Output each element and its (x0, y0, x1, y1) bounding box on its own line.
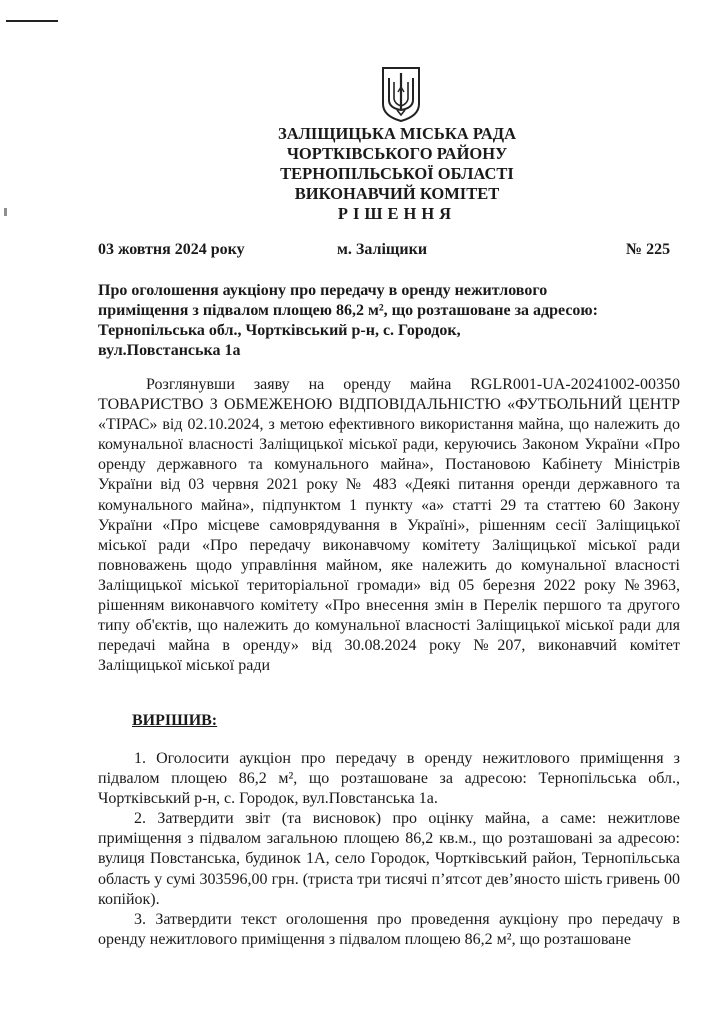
title-line: приміщення з підвалом площею 86,2 м², що розташоване за адресою: (98, 302, 598, 319)
resolution-item-1: 1. Оголосити аукціон про передачу в оренду нежитлового приміщення з підвалом площею 86,2 м², що розташоване за адресою: Тернопільська обл., Чортківський р-н, с. Городок, вул.Повстанська 1а. (98, 750, 680, 808)
resolution-item-3: 3. Затвердити текст оголошення про проведення аукціону про передачу в оренду нежитлового приміщення з підвалом площею 86,2 м², що розташоване (98, 910, 680, 948)
trident-emblem-icon (381, 66, 421, 122)
council-name: ЗАЛІЩИЦЬКА МІСЬКА РАДА (277, 124, 517, 143)
decision-number: № 225 (626, 241, 671, 258)
decision-date: 03 жовтня 2024 року (98, 241, 245, 258)
region-name: ТЕРНОПІЛЬСЬКОЇ ОБЛАСТІ (280, 164, 514, 183)
document-header (0, 124, 724, 224)
decision-place: м. Заліщики (337, 241, 428, 258)
preamble-section (98, 375, 680, 676)
district-name: ЧОРТКІВСЬКОГО РАЙОНУ (286, 144, 508, 163)
scan-edge-mark (6, 20, 58, 22)
title-line: Про оголошення аукціону про передачу в оренду нежитлового (98, 282, 548, 299)
title-line: вул.Повстанська 1а (98, 342, 241, 359)
document-type: РІШЕННЯ (337, 204, 457, 223)
resolve-heading: ВИРІШИВ: (132, 712, 218, 729)
decision-title (98, 281, 658, 361)
resolution-items (98, 749, 680, 950)
resolution-item-2: 2. Затвердити звіт (та висновок) про оцінку майна, а саме: нежитлове приміщення з підвалом загальною площею 86,2 кв.м., що розташовані за адресою: вулиця Повстанська, будинок 1А, село Городок, Чортківський район, Тернопільська область у сумі 303596,00 грн. (триста три тисячі п’ятсот дев’яносто шість гривень 00 копійок). (98, 810, 680, 908)
committee-name: ВИКОНАВЧИЙ КОМІТЕТ (294, 184, 500, 203)
preamble-paragraph: Розглянувши заяву на оренду майна RGLR001-UA-20241002-00350 ТОВАРИСТВО З ОБМЕЖЕНОЮ ВІДПОВІДАЛЬНІСТЮ «ФУТБОЛЬНИЙ ЦЕНТР «ТІРАС» від 02.10.2024, з метою ефективного використання майна, що належить до комунальної власності Заліщицької міської ради, керуючись Законом України «Про оренду державного та комунального майна», Постановою Кабінету Міністрів України від 03 червня 2021 року № 483 «Деякі питання оренди державного та комунального майна», підпунктом 1 пункту «а» статті 29 та статтею 60 Закону України «Про місцеве самоврядування в Україні», рішенням сесії Заліщицької міської ради «Про передачу виконавчому комітету Заліщицької міської ради повноважень щодо управління майном, яке належить до комунальної власності Заліщицької міської територіальної громади» від 05 березня 2022 року №3963, рішенням виконавчого комітету «Про внесення змін в Перелік першого та другого типу об'єктів, що належить до комунальної власності Заліщицької міської ради для передачі майна в оренду» від 30.08.2024 року №207, виконавчий комітет Заліщицької міської ради (98, 376, 680, 675)
title-line: Тернопільська обл., Чортківський р-н, с. Городок, (98, 322, 461, 339)
